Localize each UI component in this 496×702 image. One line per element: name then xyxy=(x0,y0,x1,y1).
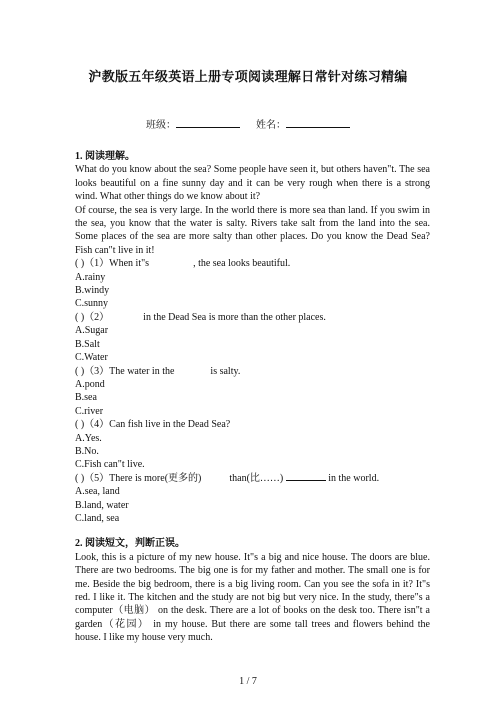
q2-option-c: C.Water xyxy=(75,352,108,364)
section1-passage2: Of course, the sea is very large. In the world there is more sea than land. If you swim in the sea, you know that the water is salty. Rivers take salt from the land into the sea. Some places of the sea are more salty than other places. Do you know the Dead Sea? Fish can"t live in it! xyxy=(75,204,430,256)
section1-heading: 1. 阅读理解。 xyxy=(75,151,135,162)
name-label: 姓名： xyxy=(256,120,286,131)
question-5 xyxy=(75,472,430,485)
student-info-row xyxy=(0,116,496,131)
page-title: 沪教版五年级英语上册专项阅读理解日常针对练习精编 xyxy=(88,69,408,84)
section2-passage: Look, this is a picture of my new house. It"s a big and nice house. The doors are blue. There are two bedrooms. The big one is for my father and mother. The small one is for me. Beside the big bedroom, there is a big living room. Can you see the sofa in it? It"s red. I like it. The kitchen and the study are not big but very nice. In the study, there"s a computer（电脑） on the desk. There are a lot of books on the desk too. There isn"t a garden（花园） in my house. But there are some tall trees and flowers behind the house. I like my house very much. xyxy=(75,551,430,644)
q1-option-a: A.rainy xyxy=(75,271,106,283)
page-number: 1 / 7 xyxy=(239,676,257,687)
q3-text-b: is salty. xyxy=(210,365,241,377)
content-body xyxy=(75,150,430,645)
q4-option-b: B.No. xyxy=(75,445,99,457)
q1-option-b: B.windy xyxy=(75,285,110,297)
q3-text-a: ( )（3）The water in the xyxy=(75,365,175,377)
q4-option-a: A.Yes. xyxy=(75,432,102,444)
q1-option-c: C.sunny xyxy=(75,298,109,310)
q2-option-b: B.Salt xyxy=(75,338,100,350)
q2-text-b: in the Dead Sea is more than the other places. xyxy=(143,311,326,323)
question-1 xyxy=(75,257,430,270)
q1-text-b: , the sea looks beautiful. xyxy=(193,258,291,270)
q5-option-c: C.land, sea xyxy=(75,512,120,524)
q5-option-a: A.sea, land xyxy=(75,486,120,498)
q5-text-b: than(比……) xyxy=(229,472,284,484)
question-4: ( )（4）Can fish live in the Dead Sea? xyxy=(75,419,231,431)
class-blank[interactable] xyxy=(176,119,240,128)
section2-heading: 2. 阅读短文，判断正误。 xyxy=(75,538,185,550)
class-label: 班级： xyxy=(146,120,176,131)
q5-answer-blank[interactable] xyxy=(286,472,326,481)
q3-option-c: C.river xyxy=(75,405,104,417)
q4-option-c: C.Fish can"t live. xyxy=(75,459,145,471)
q3-option-b: B.sea xyxy=(75,392,97,404)
q3-option-a: A.pond xyxy=(75,378,105,390)
q5-option-b: B.land, water xyxy=(75,499,129,511)
q1-text-a: ( )（1）When it"s xyxy=(75,258,150,270)
q5-text-a: ( )（5）There is more(更多的) xyxy=(75,472,202,484)
q2-option-a: A.Sugar xyxy=(75,325,109,337)
section1-passage: What do you know about the sea? Some people have seen it, but others haven"t. The sea looks beautiful on a fine sunny day and it can be very rough when there is a strong wind. What other things do we know about it? xyxy=(75,164,430,203)
q2-text-a: ( )（2） xyxy=(75,311,110,323)
question-2 xyxy=(75,311,430,324)
name-blank[interactable] xyxy=(286,119,350,128)
q5-text-c: in the world. xyxy=(328,472,380,484)
question-3 xyxy=(75,365,430,378)
